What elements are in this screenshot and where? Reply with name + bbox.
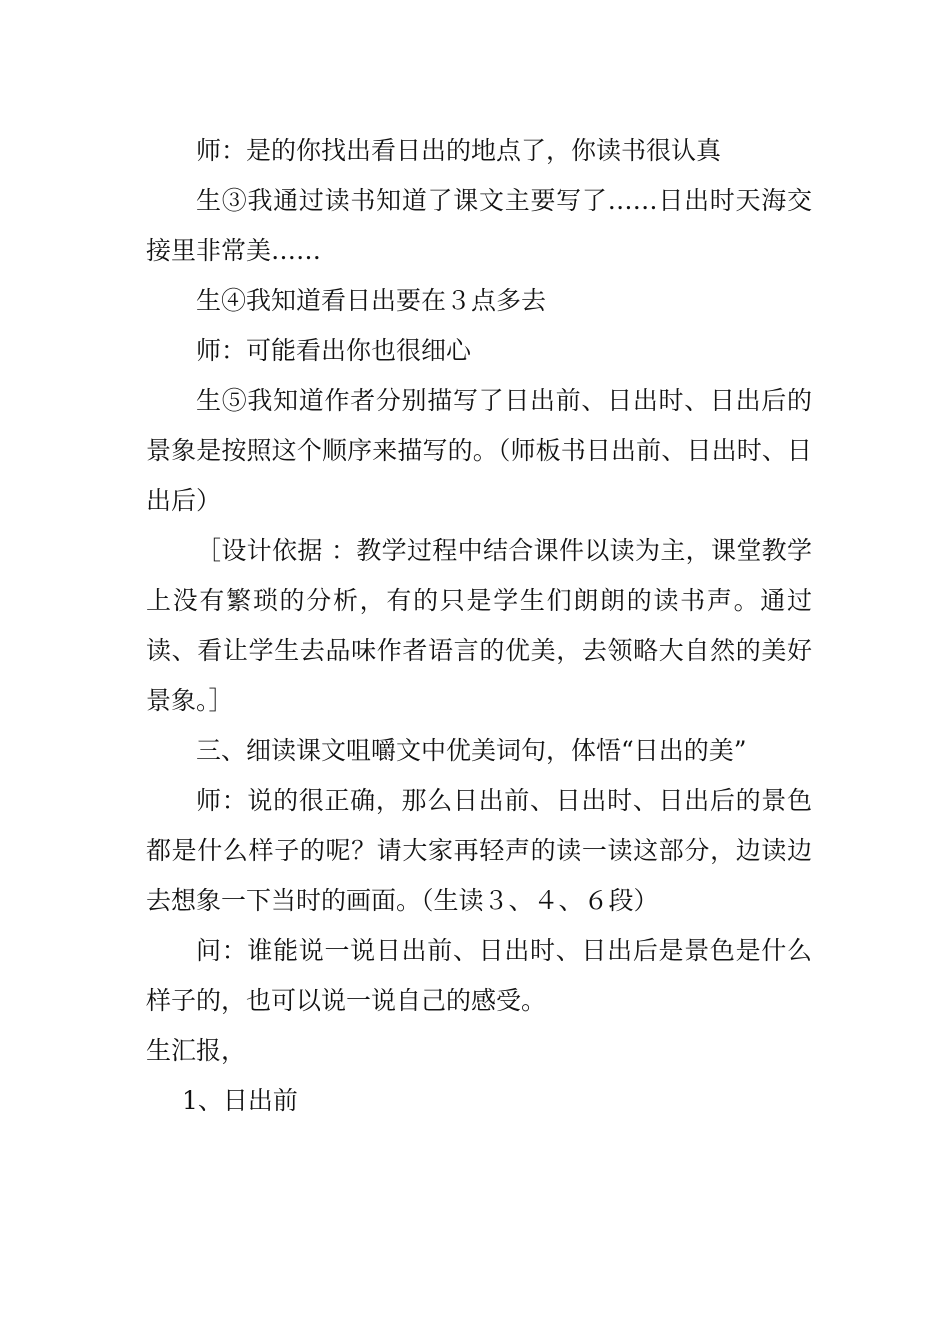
- paragraph-design-basis: ［设计依据 ：教学过程中结合课件以读为主，课堂教学上没有繁琐的分析，有的只是学生们朗朗的读书声。通过读、看让学生去品味作者语言的优美，去领略大自然的美好景象。］: [146, 536, 812, 715]
- paragraph-ask: 问：谁能说一说日出前、日出时、日出后是景色是什么样子的，也可以说一说自己的感受。: [146, 936, 812, 1015]
- list-item-before-sunrise: 1、日出前: [182, 1086, 298, 1115]
- paragraph-teacher-question: 师：说的很正确，那么日出前、日出时、日出后的景色都是什么样子的呢？请大家再轻声的读一读这部分，边读边去想象一下当时的画面。（生读３、４、６段）: [146, 786, 812, 915]
- paragraph-student-3: 生③我通过读书知道了课文主要写了……日出时天海交接里非常美……: [146, 186, 812, 265]
- paragraph-student-report: 生汇报，: [146, 1036, 247, 1065]
- paragraph-teacher-careful: 师：可能看出你也很细心: [196, 336, 472, 365]
- paragraph-teacher-praise: 师：是的你找出看日出的地点了，你读书很认真: [196, 136, 722, 165]
- paragraph-student-4: 生④我知道看日出要在３点多去: [196, 286, 547, 315]
- section-heading-three: 三、细读课文咀嚼文中优美词句，体悟“日出的美”: [196, 736, 747, 765]
- paragraph-student-5: 生⑤我知道作者分别描写了日出前、日出时、日出后的景象是按照这个顺序来描写的。（师板书日出前、日出时、日出后）: [146, 386, 812, 515]
- document-body: [146, 126, 812, 1126]
